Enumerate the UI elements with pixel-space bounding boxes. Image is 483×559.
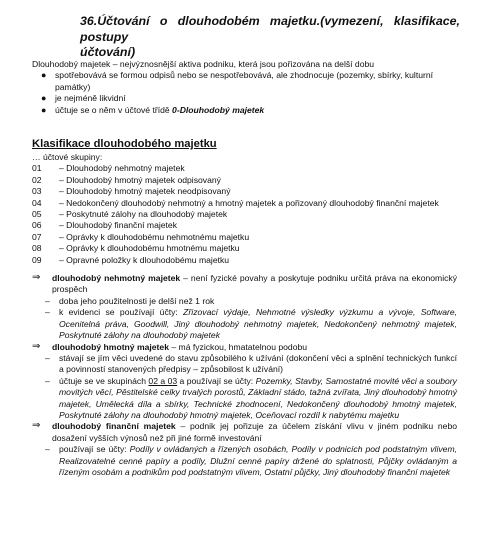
hmotny-block [32,342,457,353]
hmotny-desc: – má fyzickou, hmatatelnou podobu [168,341,308,352]
nehmotny-desc: – není fyzické povahy a poskytuje podniku určitá práva na ekonomický prospěch [52,273,457,295]
section-heading-klasifikace: Klasifikace dlouhodobého majetku [32,138,217,150]
intro-bullets [32,70,452,116]
bullet-item: ● spotřebovává se formou odpisů nebo se nespotřebovává, ale zhodnocuje (pozemky, sbírky, kulturní památky) [41,70,434,92]
classification-section [32,152,457,478]
group-code: 03 [32,186,42,197]
group-row [32,175,457,186]
group-row [32,243,457,254]
financni-title: dlouhodobý finanční majetek [52,421,176,432]
group-text: – Dlouhodobý hmotný majetek neodpisovaný [59,186,231,197]
arrow-icon: ⇒ [32,272,41,284]
dash-icon: – [45,444,50,455]
group-code: 08 [32,243,42,254]
group-text: – Oprávky k dlouhodobému nehmotnému majetku [59,231,250,242]
group-code: 07 [32,231,42,242]
group-text: – Opravné položky k dlouhodobému majetku [59,254,230,265]
nehmotny-item: – k evidenci se používají účty: Zřizovací výdaje, Nehmotné výsledky výzkumu a vývoje, Software, Ocenitelná práva, Goodwill, Jiný dlouhodobý nehmotný majetek, Nedokončený nehmotný majetek, Poskytnuté zálohy na dlouhodobý majetek [45,307,457,341]
group-row [32,220,457,231]
groups-ref: 02 a 03 [148,375,178,386]
group-row [32,209,457,220]
groups-intro: … účtové skupiny: [32,152,103,162]
financni-item: – používají se účty: Podíly v ovládaných a řízených osobách, Podíly v podnicích pod podstatným vlivem, Realizovatelné cenné papíry a podíly, Dlužní cenné papíry držené do splatnosti, Půjčky ovládaným a řízeným osobám a podnikům pod podstatným vlivem, Ostatní půjčky, Jiný dlouhodobý finanční majetek [45,444,457,477]
title-line-1: 36.Účtování o dlouhodobém majetku.(vymezení, klasifikace, postupy [80,14,460,44]
group-text: – Nedokončený dlouhodobý nehmotný a hmotný majetek a pořizovaný dlouhodobý finanční majetek [59,197,439,208]
group-code: 05 [32,209,42,220]
title-line-2: účtování) [80,45,136,59]
dash-icon: – [45,307,50,318]
bullet-item: ● účtuje se o něm v účtové třídě 0-Dlouhodobý majetek [41,104,265,115]
intro-text: Dlouhodobý majetek – nejvýznosnější aktiva podniku, která jsou pořizována na delší dobu [32,59,375,69]
bullet-item: ● je nejméně likvidní [41,93,126,104]
group-code: 01 [32,163,42,174]
bullet-icon: ● [41,70,47,81]
bullet-icon: ● [41,93,47,104]
group-text: – Dlouhodobý nehmotný majetek [59,163,185,174]
arrow-icon: ⇒ [32,340,41,352]
group-code: 06 [32,220,42,231]
group-code: 02 [32,174,42,185]
nehmotny-block [32,273,457,296]
group-text: – Poskytnuté zálohy na dlouhodobý majetek [59,209,228,220]
hmotny-item: – stávají se jím věci uvedené do stavu způsobilého k užívání (dokončení věci a splnění technických funkcí a povinností stanovených předpisy – způsobilost k užívání) [45,352,457,375]
group-text: – Dlouhodobý hmotný majetek odpisovaný [59,174,221,185]
dash-icon: – [45,375,50,386]
group-row [32,198,457,209]
group-text: – Dlouhodobý finanční majetek [59,220,178,231]
dash-icon: – [45,295,50,306]
group-code: 04 [32,197,42,208]
hmotny-item: – účtuje se ve skupinách 02 a 03 a používají se účty: Pozemky, Stavby, Samostatné movité věci a soubory movitých věcí, Pěstitelské celky trvalých porostů, Základní stádo, tažná zvířata, Jiný dlouhodobý hmotný majetek, Umělecká díla a sbírky, Technické zhodnocení, Nedokončený dlouhodobý hmotný majetek, Poskytnuté zálohy na dlouhodobý hmotný majetek, Oceňovací rozdíl k nabytému majetku [45,375,457,420]
nehmotny-item: – doba jeho použitelnosti je delší než 1 rok [45,295,215,306]
group-row [32,232,457,243]
group-text: – Oprávky k dlouhodobému hmotnému majetku [59,243,240,254]
arrow-icon: ⇒ [32,420,41,432]
group-row [32,255,457,266]
group-row [32,186,457,197]
dash-icon: – [45,352,50,363]
hmotny-title: dlouhodobý hmotný majetek [52,341,169,352]
page-title [80,14,460,61]
group-code: 09 [32,254,42,265]
bullet-icon: ● [41,104,47,115]
financni-desc: – podnik jej pořizuje za účelem získání vlivu v jiném podniku nebo dosažení vyšších výnosů než při jiné formě investování [52,421,458,443]
class-zero-label: 0-Dlouhodobý majetek [172,104,265,115]
financni-block [32,421,457,444]
group-row [32,163,457,174]
nehmotny-title: dlouhodobý nehmotný majetek [52,273,181,284]
intro-section [32,59,452,116]
